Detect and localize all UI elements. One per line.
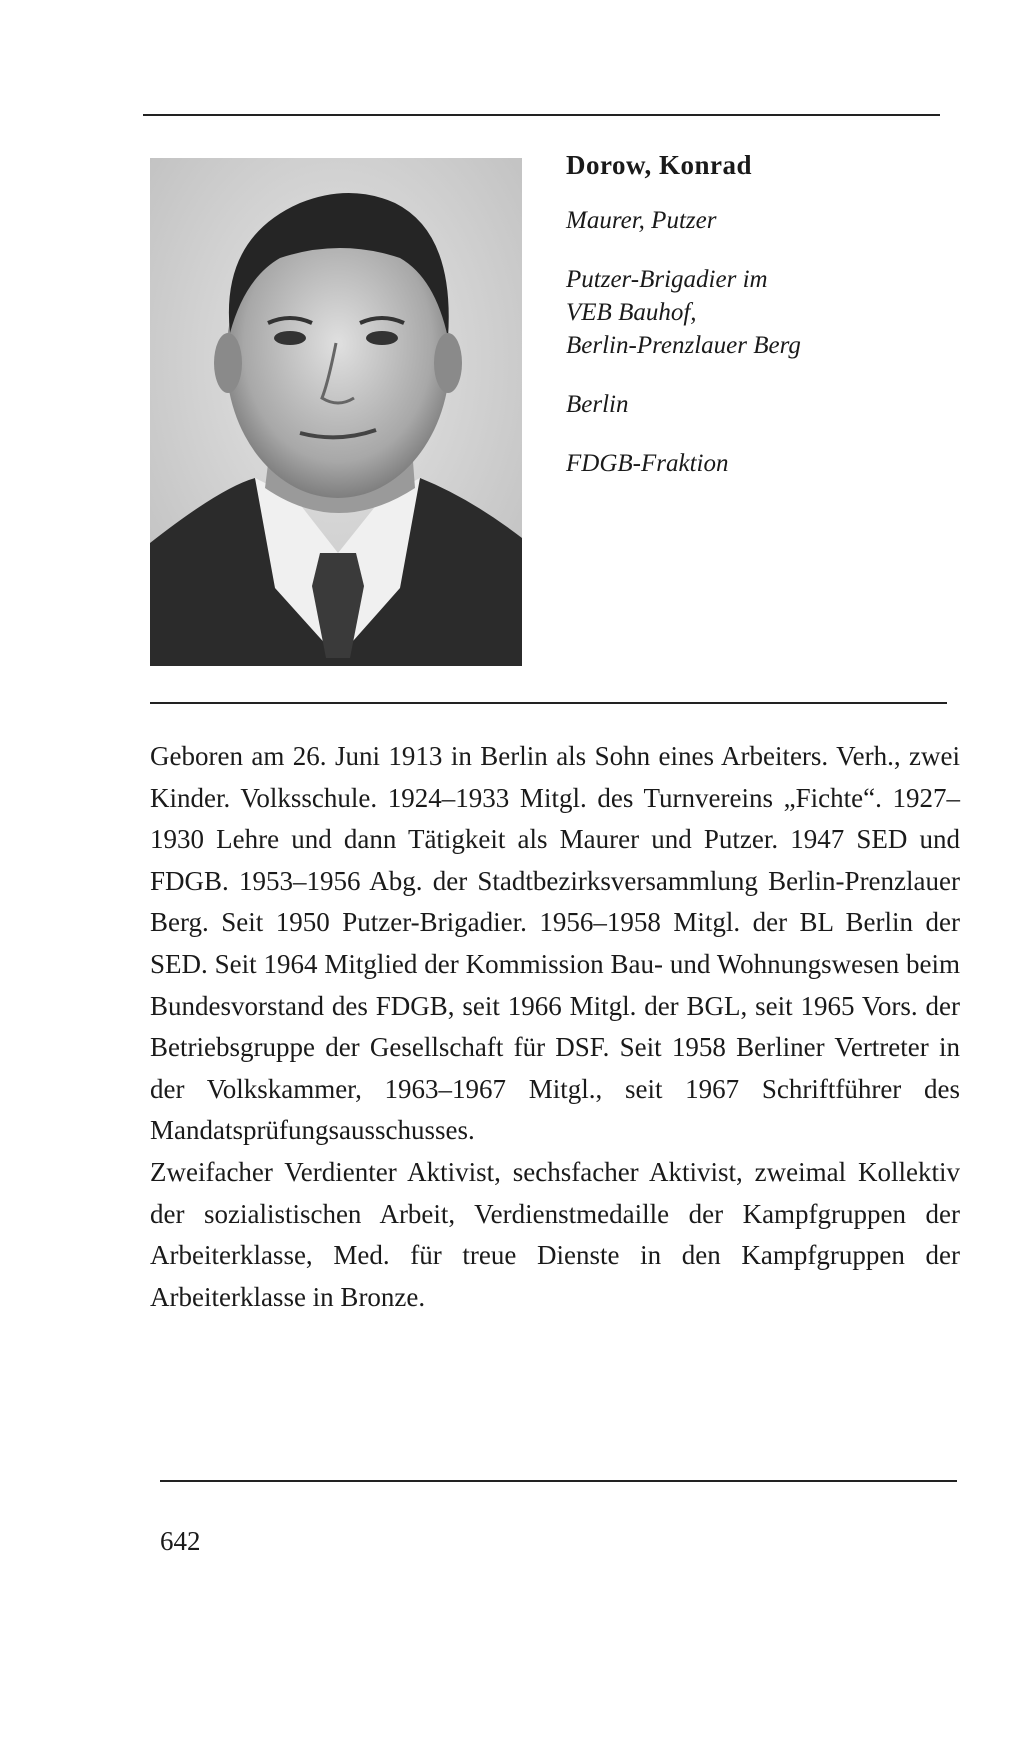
person-constituency: Berlin [566, 391, 629, 418]
position-line-1: Putzer-Brigadier im [566, 266, 768, 293]
middle-rule [150, 702, 947, 704]
page-number: 642 [160, 1526, 201, 1556]
top-rule [143, 114, 940, 116]
bottom-rule [160, 1480, 957, 1482]
biography [150, 736, 960, 1318]
position-line-3: Berlin-Prenzlauer Berg [566, 332, 801, 359]
person-faction: FDGB-Fraktion [566, 450, 729, 477]
person-info [566, 148, 946, 480]
person-name: Dorow, Konrad [566, 150, 753, 180]
biography-paragraph-1: Geboren am 26. Juni 1913 in Berlin als Sohn eines Arbeiters. Verh., zwei Kinder. Volksschule. 1924–1933 Mitgl. des Turnvereins „Fichte“. 1927–1930 Lehre und dann Tätigkeit als Maurer und Putzer. 1947 SED und FDGB. 1953–1956 Abg. der Stadtbezirksversammlung Berlin-Prenzlauer Berg. Seit 1950 Putzer-Brigadier. 1956–1958 Mitgl. der BL Berlin der SED. Seit 1964 Mitglied der Kommission Bau- und Wohnungswesen beim Bundesvorstand des FDGB, seit 1966 Mitgl. der BGL, seit 1965 Vors. der Betriebsgruppe der Gesellschaft für DSF. Seit 1958 Berliner Vertreter in der Volkskammer, 1963–1967 Mitgl., seit 1967 Schriftführer des Mandatsprüfungsausschusses. [150, 741, 960, 1146]
portrait-photo [150, 158, 522, 666]
position-line-2: VEB Bauhof, [566, 299, 697, 326]
person-profession: Maurer, Putzer [566, 207, 717, 234]
biography-paragraph-2: Zweifacher Verdienter Aktivist, sechsfacher Aktivist, zweimal Kollektiv der sozialistischen Arbeit, Verdienstmedaille der Kampfgruppen der Arbeiterklasse, Med. für treue Dienste in den Kampfgruppen der Arbeiterklasse in Bronze. [150, 1156, 960, 1312]
